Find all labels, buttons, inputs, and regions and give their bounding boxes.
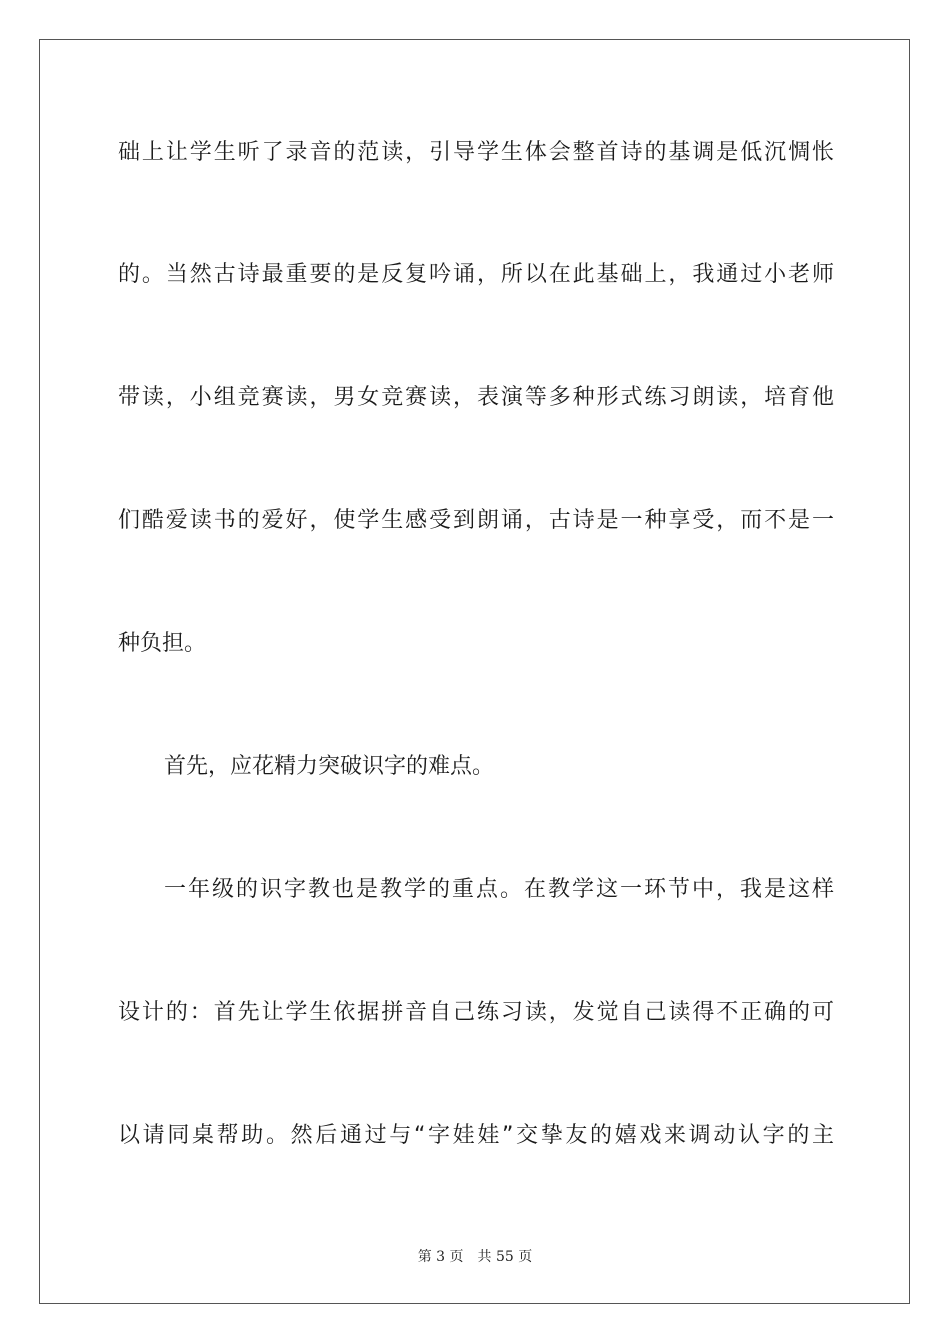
page-number: 第 3 页 xyxy=(417,1249,464,1265)
page-total: 共 55 页 xyxy=(477,1249,533,1265)
text-line-4: 们酷爱读书的爱好，使学生感受到朗诵，古诗是一种享受，而不是一 xyxy=(118,508,834,533)
text-line-7: 一年级的识字教也是教学的重点。在教学这一环节中，我是这样 xyxy=(164,877,834,902)
text-line-3: 带读，小组竞赛读，男女竞赛读，表演等多种形式练习朗读，培育他 xyxy=(118,385,834,410)
page-frame xyxy=(39,39,910,1304)
page-footer xyxy=(0,1246,950,1266)
text-line-1: 础上让学生听了录音的范读，引导学生体会整首诗的基调是低沉惆怅 xyxy=(118,140,834,165)
text-line-5: 种负担。 xyxy=(118,631,207,656)
text-line-9: 以请同桌帮助。然后通过与“字娃娃”交挚友的嬉戏来调动认字的主 xyxy=(118,1123,834,1148)
text-line-8: 设计的：首先让学生依据拼音自己练习读，发觉自己读得不正确的可 xyxy=(118,1000,834,1025)
paragraph-heading: 首先，应花精力突破识字的难点。 xyxy=(164,754,495,779)
text-line-2: 的。当然古诗最重要的是反复吟诵，所以在此基础上，我通过小老师 xyxy=(118,262,834,287)
